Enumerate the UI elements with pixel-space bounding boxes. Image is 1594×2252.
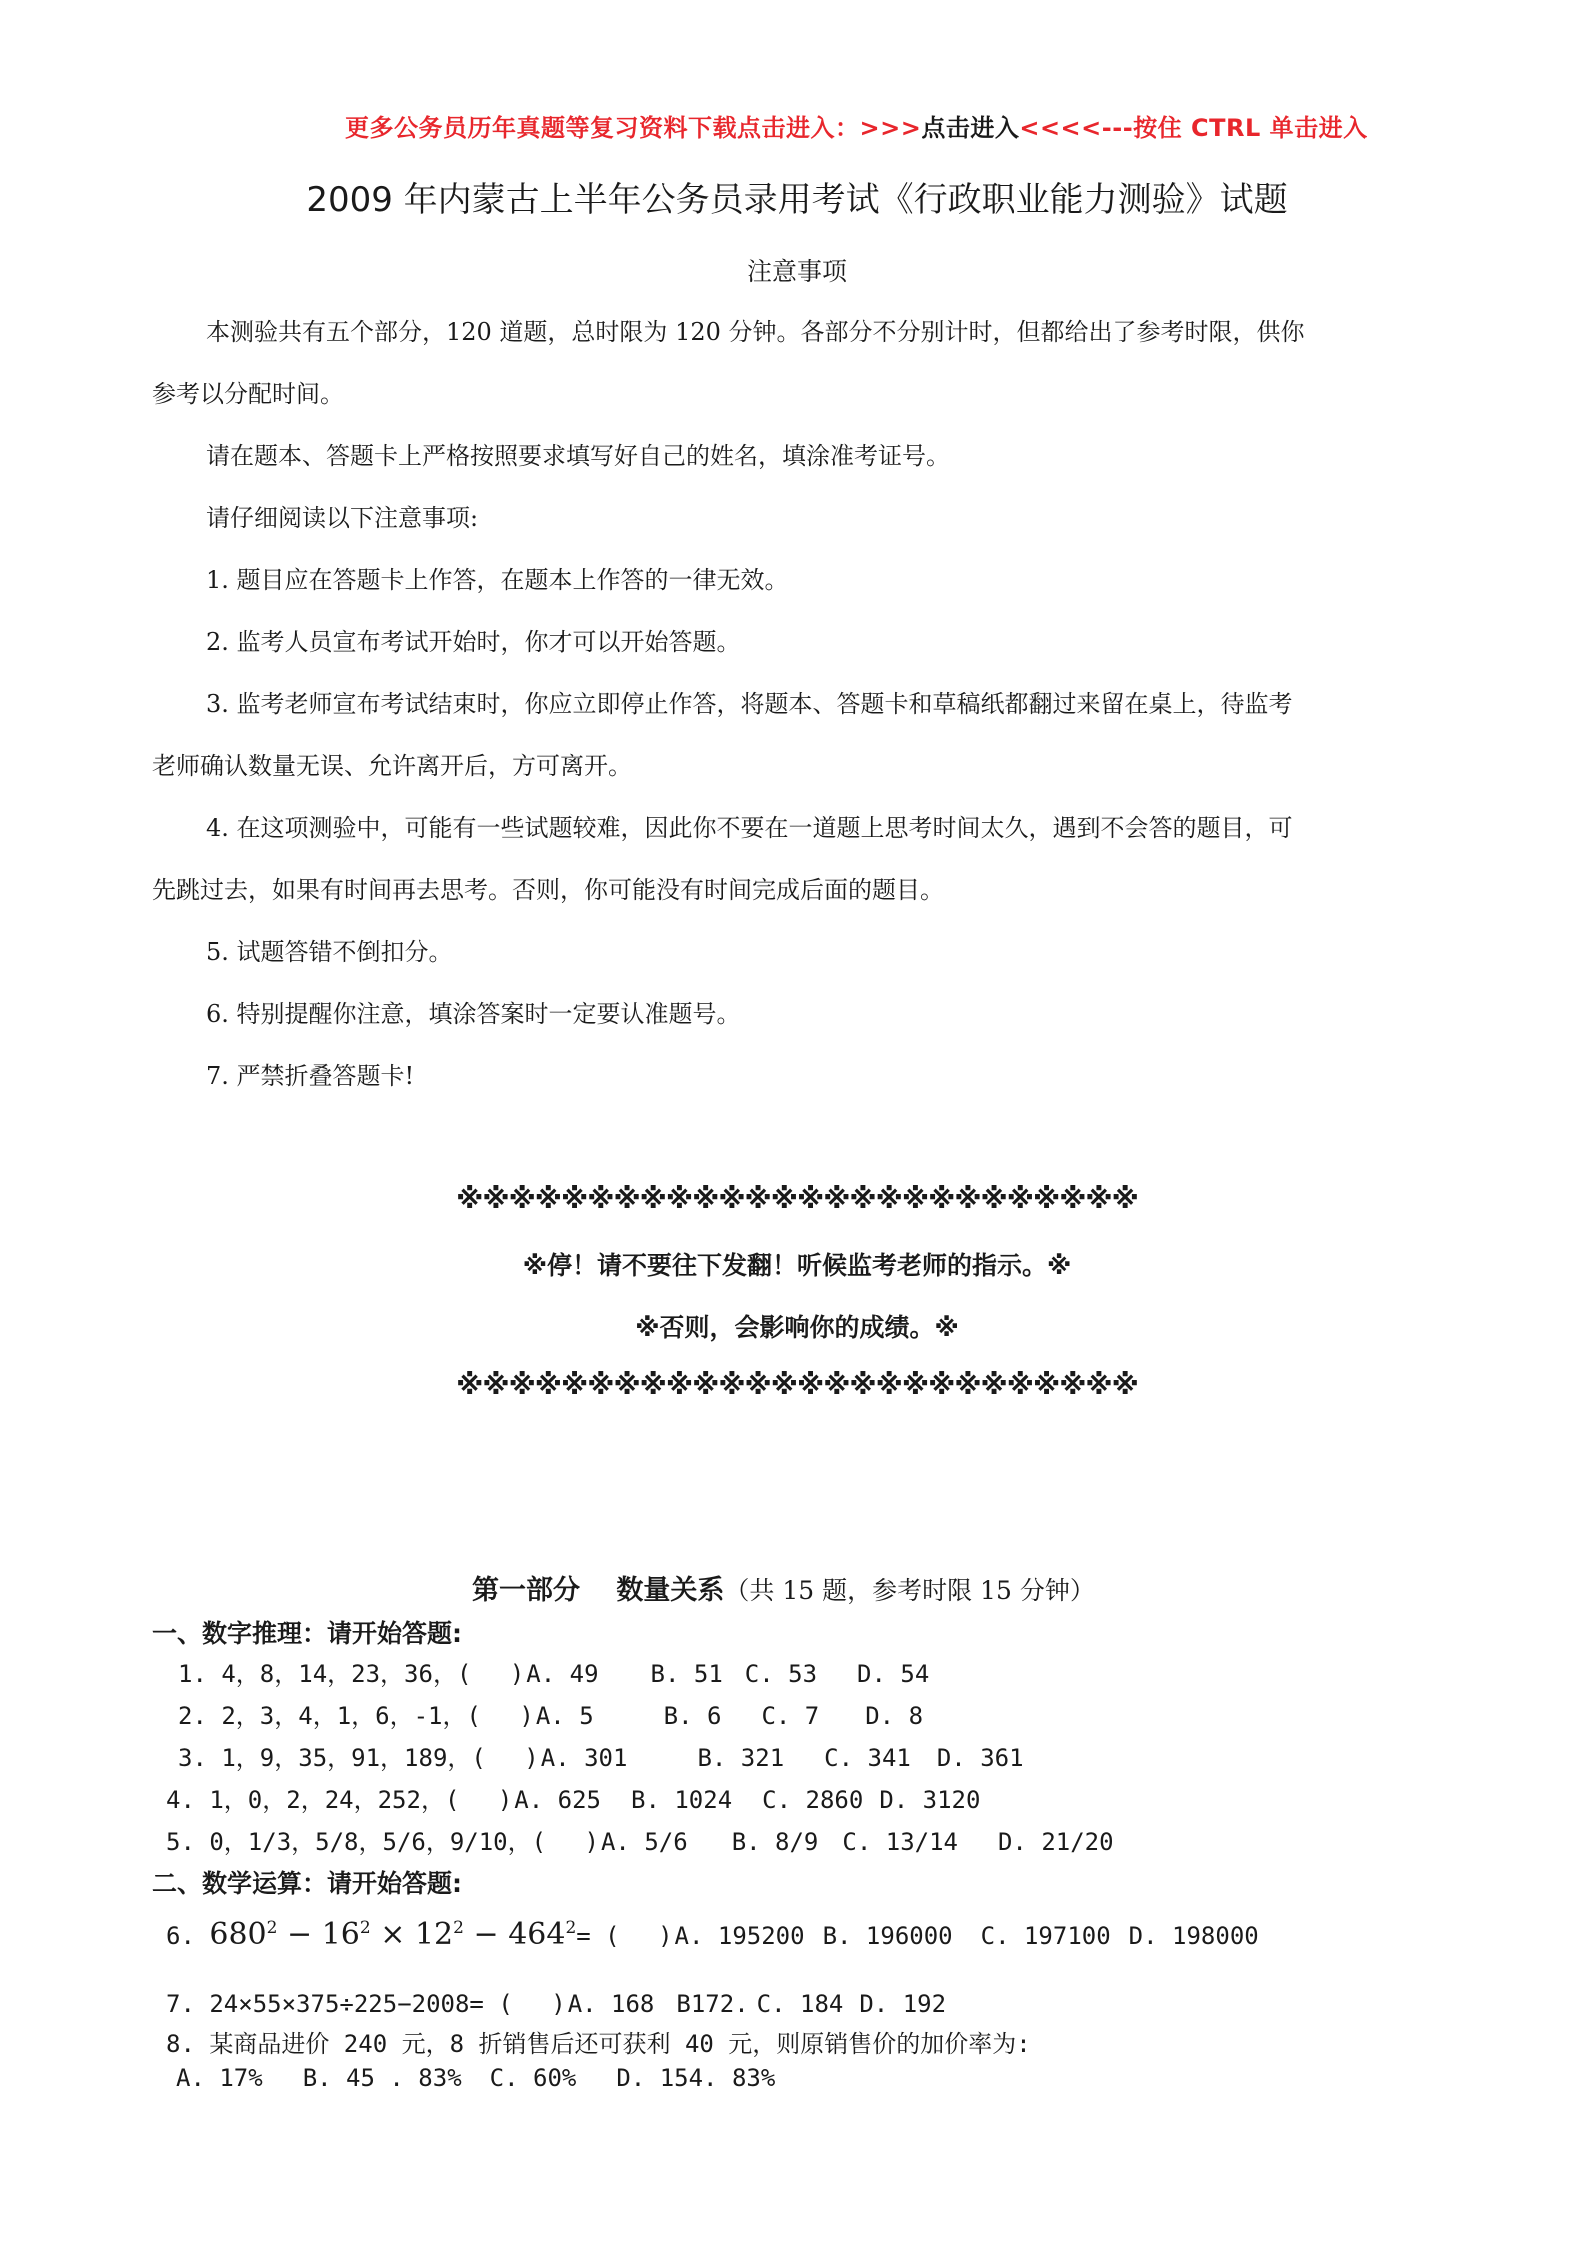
option-c: C. 13/14 (842, 1828, 958, 1856)
part1-title-note: （共 15 题，参考时限 15 分钟） (724, 1576, 1095, 1605)
page-title: 2009 年内蒙古上半年公务员录用考试《行政职业能力测验》试题 (306, 180, 1288, 220)
question-stem: 4. 1，0，2，24，252，( ) (166, 1786, 513, 1814)
option-b: B. 8/9 (731, 1828, 819, 1856)
question-5 (166, 1822, 1114, 1857)
promo-ctrl-hint: <<<<---按住 CTRL 单击进入 (1019, 114, 1368, 142)
notice-item-4-cont: 先跳过去，如果有时间再去思考。否则，你可能没有时间完成后面的题目。 (152, 876, 944, 904)
section-number-series-heading: 一、数字推理：请开始答题: (152, 1619, 462, 1648)
option-d: D. 154. 83% (616, 2064, 776, 2092)
question-7 (166, 1984, 946, 2019)
notice-item-3-cont: 老师确认数量无误、允许离开后，方可离开。 (152, 752, 632, 780)
question-4 (166, 1780, 980, 1815)
notice-item-6: 6. 特别提醒你注意，填涂答案时一定要认准题号。 (206, 1000, 741, 1028)
option-d: D. 8 (865, 1702, 924, 1730)
option-c: C. 184 (756, 1990, 844, 2018)
question-6 (166, 1916, 1259, 1952)
option-a: A. 17% (176, 2064, 263, 2092)
stars-divider-bottom: ※※※※※※※※※※※※※※※※※※※※※※※※※※ (456, 1368, 1138, 1401)
notice-heading: 注意事项 (746, 257, 847, 286)
option-a: A. 49 (526, 1660, 599, 1688)
stop-warning: ※停！请不要往下发翻！听候监考老师的指示。※ (522, 1251, 1072, 1280)
option-d: D. 198000 (1128, 1922, 1259, 1950)
option-a: A. 5/6 (600, 1828, 688, 1856)
intro-line-2: 参考以分配时间。 (152, 380, 344, 408)
option-a: A. 625 (514, 1786, 601, 1814)
option-b: B. 6 (663, 1702, 722, 1730)
option-d: D. 54 (857, 1660, 930, 1688)
option-c: C. 60% (489, 2064, 577, 2092)
question-stem: 8. 某商品进价 240 元，8 折销售后还可获利 40 元，则原销售价的加价率为: (166, 2030, 1031, 2058)
option-b: B. 45 . 83% (302, 2064, 462, 2092)
question-formula: $680^2 - 16^2 \times 12^2 - 464^2$ (209, 1917, 577, 1952)
question-number: 6. (166, 1922, 195, 1950)
promo-text: 更多公务员历年真题等复习资料下载点击进入：>>> (345, 114, 922, 142)
question-2 (178, 1696, 923, 1731)
option-b: B. 196000 (822, 1922, 953, 1950)
option-c: C. 341 (824, 1744, 911, 1772)
option-d: D. 361 (936, 1744, 1024, 1772)
question-8 (166, 2024, 1031, 2059)
question-stem: 7. 24×55×375÷225−2008= ( ) (166, 1990, 566, 2018)
question-stem-tail: = ( ) (576, 1922, 673, 1950)
stars-divider-top: ※※※※※※※※※※※※※※※※※※※※※※※※※※ (456, 1182, 1138, 1215)
option-b: B. 51 (650, 1660, 723, 1688)
question-stem: 3. 1，9，35，91，189，( ) (178, 1744, 539, 1772)
notice-item-7: 7. 严禁折叠答题卡! (206, 1062, 415, 1090)
option-b: B172. (676, 1990, 749, 2018)
question-3 (178, 1738, 1024, 1773)
part1-title (472, 1568, 1095, 1607)
read-carefully-instruction: 请仔细阅读以下注意事项: (206, 504, 479, 532)
option-c: C. 197100 (980, 1922, 1111, 1950)
option-a: A. 301 (540, 1744, 628, 1772)
question-stem: 1. 4，8，14，23，36，( ) (178, 1660, 525, 1688)
option-c: C. 2860 (762, 1786, 864, 1814)
notice-item-1: 1. 题目应在答题卡上作答，在题本上作答的一律无效。 (206, 566, 789, 594)
question-8-options (176, 2064, 775, 2092)
score-warning: ※否则，会影响你的成绩。※ (635, 1313, 959, 1342)
option-c: C. 53 (744, 1660, 818, 1688)
promo-download-link[interactable]: 点击进入 (921, 114, 1020, 142)
intro-line-1: 本测验共有五个部分，120 道题，总时限为 120 分钟。各部分不分别计时，但都给出了参考时限，供你 (206, 318, 1305, 346)
question-stem: 2. 2，3，4，1，6，-1，( ) (178, 1702, 534, 1730)
notice-item-4: 4. 在这项测验中，可能有一些试题较难，因此你不要在一道题上思考时间太久，遇到不会答的题目，可 (206, 814, 1293, 842)
fill-name-instruction: 请在题本、答题卡上严格按照要求填写好自己的姓名，填涂准考证号。 (206, 442, 950, 470)
part1-title-main: 第一部分 数量关系 (472, 1575, 725, 1606)
question-1 (178, 1654, 929, 1689)
option-a: A. 195200 (674, 1922, 805, 1950)
option-d: D. 21/20 (997, 1828, 1114, 1856)
notice-item-3: 3. 监考老师宣布考试结束时，你应立即停止作答，将题本、答题卡和草稿纸都翻过来留在桌上，待监考 (206, 690, 1293, 718)
question-stem: 5. 0，1/3，5/8，5/6，9/10，( ) (166, 1828, 599, 1856)
option-d: D. 192 (859, 1990, 947, 2018)
option-c: C. 7 (761, 1702, 820, 1730)
option-a: A. 5 (535, 1702, 594, 1730)
option-d: D. 3120 (879, 1786, 981, 1814)
option-b: B. 321 (697, 1744, 785, 1772)
section-math-heading: 二、数学运算：请开始答题: (152, 1869, 462, 1898)
promo-banner (345, 108, 1368, 143)
option-a: A. 168 (567, 1990, 655, 2018)
notice-item-2: 2. 监考人员宣布考试开始时，你才可以开始答题。 (206, 628, 741, 656)
option-b: B. 1024 (631, 1786, 733, 1814)
notice-item-5: 5. 试题答错不倒扣分。 (206, 938, 453, 966)
